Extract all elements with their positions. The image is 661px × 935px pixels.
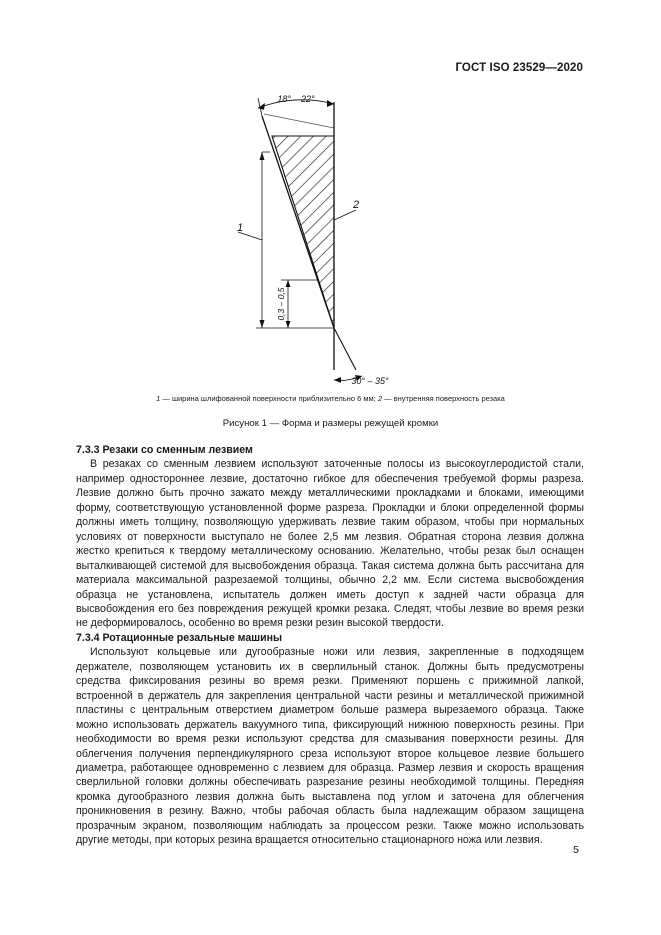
label-1: 1 xyxy=(236,222,244,234)
legend-text-2: — внутренняя поверхность резака xyxy=(382,394,505,403)
page-number: 5 xyxy=(573,844,579,856)
legend-text-1: — ширина шлифованной поверхности приблизительно 6 мм; xyxy=(160,394,378,403)
section-paragraph-7-3-4: Используют кольцевые или дугообразные ножи или лезвия, закрепленные в подходящем держателе, позволяющем установить их в сверлильный станок. Должны быть предусмотрены средства фиксирования резины во время резки. Применяют поршень с прижимной лапкой, встроенной в держатель для закрепления центральной части резины и металлической прижимной пластины с центральным отверстием диаметром больше размера вырезаемого образца. Также можно использовать держатель вакуумного типа, фиксирующий нижнюю поверхность резины. При необходимости во время резки используют средства для смазывания поверхности резины. Для облегчения получения перпендикулярного среза используют второе кольцевое лезвие большего диаметра, работающее одновременно с лезвием для образца. Размер лезвия и скорость вращения сверлильной головки должны обеспечивать разрезание резины необходимой толщины. Передняя кромка дугообразного лезвия должна быть выставлена под углом и заточена для облегчения проникновения в резину. Важно, чтобы рабочая область была надлежащим образом защищена прозрачным экраном, позволяющим наблюдать за процессом резки. Также можно использовать другие методы, при которых резина вращается относительно стационарного ножа или лезвия. xyxy=(76,646,584,847)
section-paragraph-7-3-3: В резаках со сменным лезвием используют заточенные полосы из высокоуглеродистой стали, например одностороннее лезвие, достаточно гибкое для обеспечения требуемой формы разреза. Лезвие должно быть прочно зажато между металлическими прокладками и блоками, имеющими форму, соответствующую установленной форме разреза. Прокладки и блоки определенной формы должны иметь толщину, позволяющую удерживать лезвие таким образом, чтобы при нормальных условиях от поверхности выступало не более 2,5 мм лезвия. Обратная сторона лезвия должна жестко крепиться к твердому металлическому основанию. Желательно, чтобы резак был оснащен выталкивающей системой для высвобождения образца. Такая система должна быть рассчитана для материала максимальной разрезаемой толщины, обычно 2,2 мм. Если система высвобождения образца не установлена, испытатель должен иметь доступ к задней части образца для высвобождения его без повреждения режущей кромки резака. Следят, чтобы лезвие во время резки не деформировалось, особенно во время резки резин высокой твердости. xyxy=(76,458,584,630)
section-heading-7-3-3: 7.3.3 Резаки со сменным лезвием xyxy=(76,444,253,456)
document-body xyxy=(76,443,584,848)
section-heading-7-3-4: 7.3.4 Ротационные резальные машины xyxy=(76,631,283,644)
top-angle-label: 18° – 22° xyxy=(277,94,315,104)
document-header: ГОСТ ISO 23529—2020 xyxy=(455,62,583,74)
bottom-angle-label: 30° – 35° xyxy=(351,376,389,386)
legend-number-2: 2 xyxy=(377,394,382,403)
blade-top-edge xyxy=(264,114,334,128)
legend-number-1: 1 xyxy=(156,394,161,403)
label-2-leader xyxy=(334,210,356,220)
figure-legend xyxy=(0,394,661,403)
thickness-label: 0,3 – 0,5 xyxy=(276,287,286,321)
label-2: 2 xyxy=(352,199,360,211)
cutting-edge-diagram xyxy=(0,80,661,390)
figure-caption: Рисунок 1 — Форма и размеры режущей кромки xyxy=(222,418,439,429)
